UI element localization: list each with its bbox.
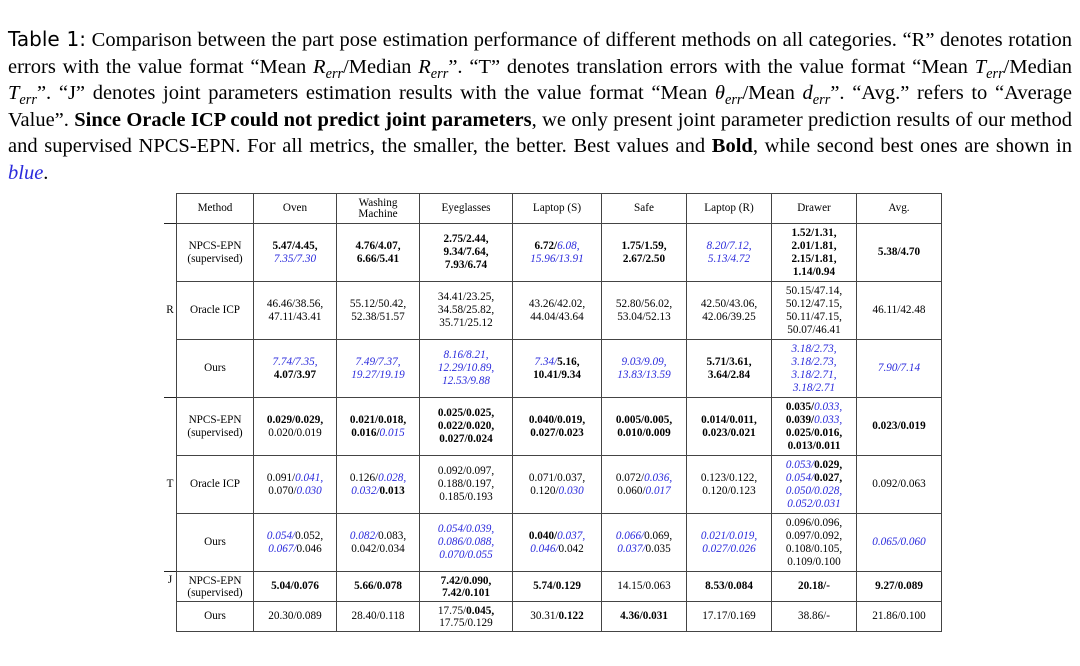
- cell-value: 0.016/: [351, 426, 380, 439]
- cell-value: 4.07/3.97: [273, 368, 317, 381]
- cell-value: 4.76/4.07,: [355, 239, 401, 252]
- cell-value: 0.039/: [785, 413, 815, 426]
- table-cell: [254, 224, 337, 282]
- caption-bold-note: Since Oracle ICP could not predict joint parameters: [74, 108, 532, 131]
- table-cell: [420, 602, 513, 632]
- cell-value: 0.066/: [615, 529, 645, 542]
- cell-value: 0.020/0.019: [268, 426, 322, 439]
- cell-value: 47.11/43.41: [268, 310, 322, 323]
- table-cell: 9.27/0.089: [857, 572, 942, 602]
- cell-value: 43.26/42.02,: [528, 297, 586, 310]
- table-cell: [420, 340, 513, 398]
- table-cell: [254, 514, 337, 572]
- table-cell: [772, 282, 857, 340]
- cell-value: 3.64/2.84: [707, 368, 751, 381]
- cell-value: 0.091/: [266, 471, 296, 484]
- cell-value: 1.75/1.59,: [621, 239, 667, 252]
- cell-value: 3.18/2.73,: [791, 342, 837, 355]
- table-cell: [687, 398, 772, 456]
- cell-value: 0.109/0.100: [787, 555, 841, 568]
- table-row: [164, 602, 942, 632]
- cell-value: 5.16,: [557, 355, 580, 368]
- cell-value: 7.42/0.101: [442, 586, 490, 599]
- table-cell: [772, 456, 857, 514]
- cell-value: 5.13/4.72: [707, 252, 751, 265]
- cell-value: 8.20/7.12,: [706, 239, 752, 252]
- table-cell: [337, 340, 420, 398]
- table-cell: [420, 398, 513, 456]
- cell-value: 0.083,: [378, 529, 407, 542]
- cell-value: 5.47/4.45,: [272, 239, 318, 252]
- cell-value: 42.50/43.06,: [700, 297, 758, 310]
- table-row: [164, 282, 942, 340]
- table-cell: [254, 398, 337, 456]
- cell-value: 0.013/0.011: [787, 439, 841, 452]
- cell-value: 52.38/51.57: [351, 310, 405, 323]
- cell-value: 7.74/7.35,: [272, 355, 318, 368]
- cell-value: 13.83/13.59: [617, 368, 671, 381]
- cell-value: 6.08,: [557, 239, 580, 252]
- cell-value: 0.029,: [814, 458, 843, 471]
- cell-value: 0.053/: [785, 458, 815, 471]
- cell-value: 0.037/: [617, 542, 646, 555]
- cell-value: 0.042/0.034: [351, 542, 405, 555]
- table-cell: [513, 572, 602, 602]
- cell-value: 0.027/0.024: [439, 433, 493, 445]
- table-cell: [513, 224, 602, 282]
- cell-value: 0.052/0.031: [787, 497, 841, 510]
- cell-value: 0.042: [558, 542, 584, 555]
- cell-value: 7.35/7.30: [273, 252, 317, 265]
- cell-value: 10.41/9.34: [533, 368, 581, 381]
- table-cell: [687, 224, 772, 282]
- cell-value: 0.035/: [785, 400, 815, 413]
- cell-value: 0.052,: [295, 529, 324, 542]
- table-cell: [687, 282, 772, 340]
- cell-value: 2.01/1.81,: [791, 239, 837, 252]
- cell-value: 50.11/47.15,: [786, 310, 842, 323]
- table-caption: Table 1: Comparison between the part pose estimation performance of different methods on all categories. “R” denotes rotation errors with the value format “Mean $R_{err}$/Median $R_{err}$”. “T” denotes translation errors with the value format “Mean $T_{err}$/Median $T_{err}$”. “J” denotes joint parameters estimation results with the value format “Mean $\theta_{err}$/Mean $d_{err}$”. “Avg.” refers to “Average Value”. Since Oracle ICP could not predict joint parameters, we only present joint parameter prediction results of our method and supervised NPCS-EPN. For all metrics, the smaller, the better. Best values and Bold, while second best ones are shown in blue.: [8, 27, 1073, 184]
- caption-sentence-1: Comparison between the part pose estimation performance of different methods on all categories.: [91, 29, 897, 51]
- cell-value: 0.054/: [266, 529, 296, 542]
- cell-value: 0.046: [296, 542, 322, 555]
- cell-value: 0.010/0.009: [617, 426, 671, 439]
- cell-value: 7.93/6.74: [444, 259, 488, 271]
- table-cell: [513, 456, 602, 514]
- table-cell: [602, 456, 687, 514]
- cell-value: 0.054/0.039,: [437, 523, 495, 535]
- cell-value: 0.050/0.028,: [785, 484, 843, 497]
- cell-value: 7.42/0.090,: [440, 574, 492, 587]
- table-cell: Ours: [177, 602, 254, 632]
- cell-value: 1.14/0.94: [792, 265, 836, 278]
- table-cell: [772, 398, 857, 456]
- cell-value: 6.66/5.41: [356, 252, 400, 265]
- table-cell: 20.30/0.089: [254, 602, 337, 632]
- cell-value: 17.75/0.129: [439, 616, 493, 629]
- table-cell: 8.53/0.084: [687, 572, 772, 602]
- cell-value: 3.18/2.71: [792, 381, 836, 394]
- method-npcs-epn: [177, 224, 254, 282]
- table-cell: 28.40/0.118: [337, 602, 420, 632]
- header-oven: Oven: [254, 194, 337, 224]
- method-ours: Ours: [177, 340, 254, 398]
- cell-value: 2.75/2.44,: [443, 233, 489, 245]
- header-method: Method: [177, 194, 254, 224]
- table-cell: 21.86/0.100: [857, 602, 942, 632]
- table-cell: [602, 340, 687, 398]
- cell-value: 34.58/25.82,: [437, 304, 495, 316]
- table-cell: [420, 572, 513, 602]
- cell-value: 0.108/0.105,: [785, 542, 843, 555]
- cell-value: 0.096/0.096,: [785, 516, 843, 529]
- table-cell: 46.11/42.48: [857, 282, 942, 340]
- cell-value: 0.037,: [557, 529, 586, 542]
- table-cell: 5.38/4.70: [857, 224, 942, 282]
- cell-value: 0.017: [645, 484, 671, 497]
- cell-value: 0.036,: [644, 471, 673, 484]
- table-cell: [687, 340, 772, 398]
- cell-value: 0.072/: [615, 471, 645, 484]
- cell-value: 6.72/: [534, 239, 558, 252]
- table-cell: [254, 340, 337, 398]
- cell-value: 0.060/: [617, 484, 646, 497]
- cell-value: 0.097/0.092,: [785, 529, 843, 542]
- group-label-j: J: [164, 572, 177, 632]
- table-cell: 5.66/0.078: [337, 572, 420, 602]
- table-cell: 20.18/-: [772, 572, 857, 602]
- cell-value: NPCS-EPN: [188, 574, 242, 587]
- cell-value: 17.75/: [437, 604, 467, 617]
- table-cell: [337, 514, 420, 572]
- cell-value: 3.18/2.73,: [791, 355, 837, 368]
- cell-value: 0.185/0.193: [439, 491, 493, 503]
- cell-value: 0.027,: [814, 471, 843, 484]
- table-cell: [687, 514, 772, 572]
- table-cell: [602, 282, 687, 340]
- table-cell: [513, 602, 602, 632]
- cell-value: 0.035: [645, 542, 671, 555]
- cell-value: 0.123/0.122,: [700, 471, 758, 484]
- cell-value: 0.122: [558, 610, 584, 622]
- table-cell: [337, 456, 420, 514]
- table-row: [164, 398, 942, 456]
- cell-value: 50.12/47.15,: [785, 297, 843, 310]
- cell-value: 52.80/56.02,: [615, 297, 673, 310]
- cell-value: (supervised): [187, 252, 243, 265]
- table-cell: [420, 456, 513, 514]
- cell-value: 0.082/: [349, 529, 379, 542]
- cell-value: 0.070/: [268, 484, 297, 497]
- cell-value: 15.96/13.91: [530, 252, 584, 265]
- table-label: Table 1:: [8, 27, 87, 51]
- cell-value: 0.126/: [349, 471, 379, 484]
- cell-value: 0.028,: [378, 471, 407, 484]
- cell-value: 34.41/23.25,: [437, 291, 495, 303]
- table-cell: [420, 224, 513, 282]
- cell-value: 0.014/0.011,: [701, 413, 757, 426]
- cell-value: 0.027/0.026: [702, 542, 756, 555]
- cell-value: 5.74/0.129: [533, 580, 581, 592]
- table-cell: [513, 340, 602, 398]
- table-cell: [177, 572, 254, 602]
- table-cell: Ours: [177, 514, 254, 572]
- cell-value: 30.31/: [530, 610, 559, 622]
- table-cell: [687, 456, 772, 514]
- table-cell: 4.36/0.031: [602, 602, 687, 632]
- caption-blue-word: blue: [8, 161, 44, 184]
- cell-value: 55.12/50.42,: [349, 297, 407, 310]
- cell-value: 0.040/: [528, 529, 558, 542]
- cell-value: NPCS-EPN: [188, 239, 242, 252]
- table-row: [164, 456, 942, 514]
- table-cell: [513, 514, 602, 572]
- cell-value: 44.04/43.64: [530, 310, 584, 323]
- cell-value: 0.033,: [814, 413, 843, 426]
- table-cell: [420, 514, 513, 572]
- cell-value: 0.054/: [785, 471, 815, 484]
- cell-value: 0.027/0.023: [530, 426, 584, 439]
- header-laptop-s: Laptop (S): [513, 194, 602, 224]
- table-cell: [337, 398, 420, 456]
- table-cell: [337, 224, 420, 282]
- cell-value: 0.120/0.123: [702, 484, 756, 497]
- cell-value: 0.030: [558, 484, 584, 497]
- table-cell: 14.15/0.063: [602, 572, 687, 602]
- method-oracle-icp: Oracle ICP: [177, 282, 254, 340]
- cell-value: 50.15/47.14,: [785, 284, 843, 297]
- cell-value: (supervised): [187, 426, 243, 439]
- cell-value: (supervised): [187, 586, 243, 599]
- cell-value: 8.16/8.21,: [443, 349, 489, 361]
- cell-value: 0.015: [379, 426, 405, 439]
- table-cell: [513, 282, 602, 340]
- table-header-row: [164, 194, 942, 224]
- cell-value: 50.07/46.41: [787, 323, 841, 336]
- cell-value: 46.46/38.56,: [266, 297, 324, 310]
- table-cell: Oracle ICP: [177, 456, 254, 514]
- cell-value: 7.49/7.37,: [355, 355, 401, 368]
- table-cell: [513, 398, 602, 456]
- cell-value: 12.29/10.89,: [437, 362, 495, 374]
- cell-value: 5.71/3.61,: [706, 355, 752, 368]
- table-cell: [420, 282, 513, 340]
- table-cell: 0.065/0.060: [857, 514, 942, 572]
- header-drawer: Drawer: [772, 194, 857, 224]
- cell-value: 0.041,: [295, 471, 324, 484]
- cell-value: 0.025/0.025,: [437, 407, 495, 419]
- cell-value: 0.023/0.021: [702, 426, 756, 439]
- table-cell: [602, 398, 687, 456]
- cell-value: 0.071/0.037,: [528, 471, 586, 484]
- table-cell: 17.17/0.169: [687, 602, 772, 632]
- table-cell: [177, 398, 254, 456]
- cell-value: 0.188/0.197,: [437, 478, 495, 490]
- table-cell: [337, 282, 420, 340]
- cell-value: 0.029/0.029,: [266, 413, 324, 426]
- cell-value: 3.18/2.71,: [791, 368, 837, 381]
- table-cell: [772, 340, 857, 398]
- cell-value: 2.67/2.50: [622, 252, 666, 265]
- cell-value: 9.34/7.64,: [443, 246, 489, 258]
- cell-value: 35.71/25.12: [439, 317, 493, 329]
- cell-value: 53.04/52.13: [617, 310, 671, 323]
- results-table: [164, 193, 942, 632]
- cell-value: 0.021/0.018,: [349, 413, 407, 426]
- header-safe: Safe: [602, 194, 687, 224]
- table-row: [164, 340, 942, 398]
- cell-value: 0.046/: [530, 542, 559, 555]
- cell-value: 9.03/9.09,: [621, 355, 667, 368]
- cell-value: 0.030: [296, 484, 322, 497]
- header-eyeglasses: Eyeglasses: [420, 194, 513, 224]
- cell-value: 19.27/19.19: [351, 368, 405, 381]
- table-cell: 7.90/7.14: [857, 340, 942, 398]
- cell-value: 2.15/1.81,: [791, 252, 837, 265]
- header-laptop-r: Laptop (R): [687, 194, 772, 224]
- table-cell: 0.092/0.063: [857, 456, 942, 514]
- cell-value: 0.021/0.019,: [700, 529, 758, 542]
- header-avg: Avg.: [857, 194, 942, 224]
- table-row: [164, 514, 942, 572]
- group-label-r: R: [164, 224, 177, 398]
- cell-value: 0.022/0.020,: [437, 420, 495, 432]
- table-cell: 5.04/0.076: [254, 572, 337, 602]
- header-washing-machine: Washing Machine: [337, 194, 420, 224]
- table-row: [164, 224, 942, 282]
- cell-value: 0.013: [379, 484, 405, 497]
- table-cell: [602, 224, 687, 282]
- cell-value: 0.069,: [644, 529, 673, 542]
- cell-value: 0.033,: [814, 400, 843, 413]
- cell-value: 0.067/: [268, 542, 297, 555]
- cell-value: 0.045,: [466, 604, 495, 617]
- group-label-t: T: [164, 398, 177, 572]
- table-cell: [772, 514, 857, 572]
- cell-value: 0.120/: [530, 484, 559, 497]
- cell-value: NPCS-EPN: [188, 413, 242, 426]
- cell-value: 42.06/39.25: [702, 310, 756, 323]
- table-cell: [772, 224, 857, 282]
- table-row: [164, 572, 942, 602]
- cell-value: 1.52/1.31,: [791, 226, 837, 239]
- cell-value: 0.005/0.005,: [615, 413, 673, 426]
- table-cell: [602, 514, 687, 572]
- cell-value: 0.086/0.088,: [437, 536, 495, 548]
- table-cell: 0.023/0.019: [857, 398, 942, 456]
- table-cell: 38.86/-: [772, 602, 857, 632]
- cell-value: 0.032/: [351, 484, 380, 497]
- cell-value: 7.34/: [534, 355, 558, 368]
- cell-value: 12.53/9.88: [442, 375, 490, 387]
- cell-value: 0.092/0.097,: [437, 465, 495, 477]
- table-cell: [254, 282, 337, 340]
- cell-value: 0.040/0.019,: [528, 413, 586, 426]
- cell-value: 0.070/0.055: [439, 549, 493, 561]
- cell-value: 0.025/0.016,: [785, 426, 843, 439]
- table-cell: [254, 456, 337, 514]
